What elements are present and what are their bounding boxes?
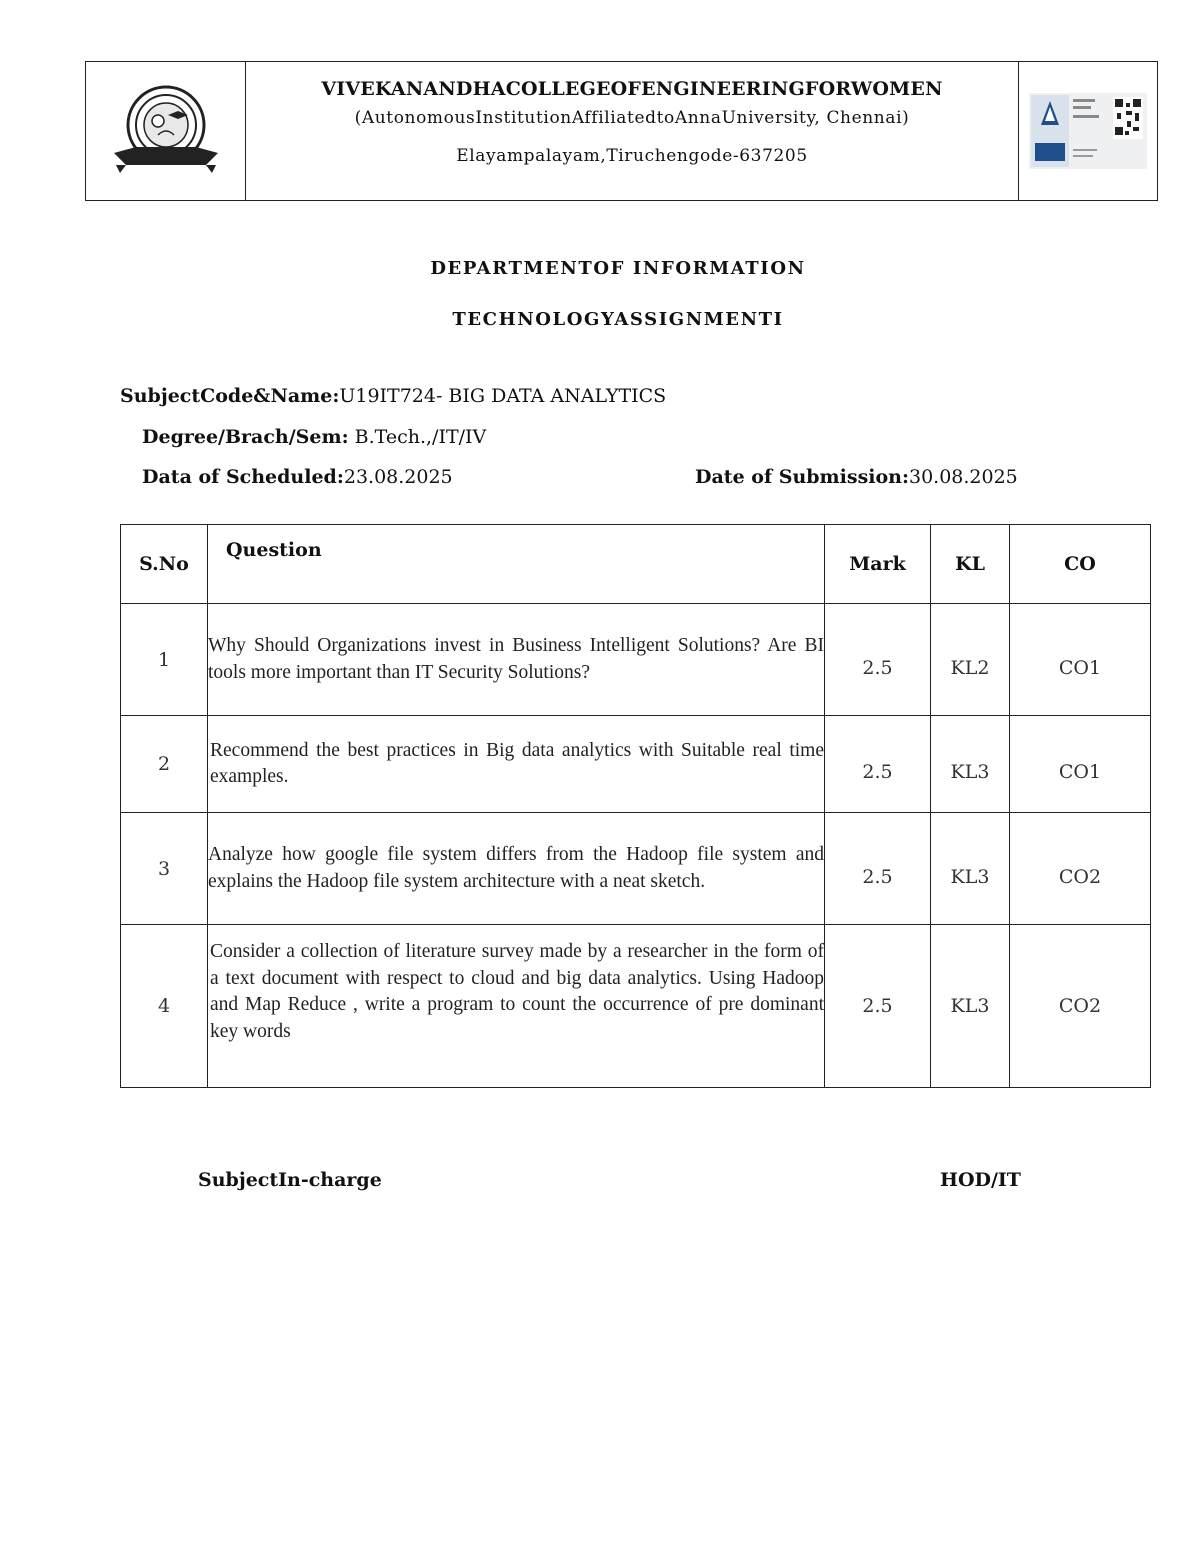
hod-signature: HOD/IT	[940, 1169, 1021, 1191]
header-question: Question	[208, 525, 825, 604]
row-co: CO2	[1010, 813, 1151, 925]
subject-incharge-signature: SubjectIn-charge	[198, 1169, 382, 1191]
department-heading: DEPARTMENTOF INFORMATION	[430, 258, 806, 279]
college-address: Elayampalayam,Tiruchengode-637205	[456, 146, 808, 166]
row-kl: KL3	[931, 716, 1010, 813]
iso-certification-badge-icon	[1029, 93, 1147, 169]
row-co: CO2	[1010, 925, 1151, 1088]
institution-header	[85, 61, 1158, 201]
row-question: Why Should Organizations invest in Business Intelligent Solutions? Are BI tools more important than IT Security Solutions?	[208, 604, 825, 716]
submission-label: Date of Submission:	[695, 466, 909, 488]
row-mark: 2.5	[825, 716, 931, 813]
logo-cell	[86, 62, 246, 200]
table-row	[121, 813, 1151, 925]
header-kl: KL	[931, 525, 1010, 604]
row-kl: KL2	[931, 604, 1010, 716]
degree-label: Degree/Brach/Sem:	[142, 426, 349, 448]
college-emblem-icon	[106, 81, 226, 181]
submission-value: 30.08.2025	[908, 466, 1018, 488]
row-sno: 3	[121, 813, 208, 925]
subject-value: U19IT724- BIG DATA ANALYTICS	[339, 385, 667, 407]
college-affiliation: (AutonomousInstitutionAffiliatedtoAnnaUniversity, Chennai)	[354, 108, 910, 128]
row-kl: KL3	[931, 813, 1010, 925]
row-question: Recommend the best practices in Big data analytics with Suitable real time examples.	[208, 716, 825, 813]
scheduled-line	[142, 466, 453, 488]
row-sno: 1	[121, 604, 208, 716]
row-question: Consider a collection of literature survey made by a researcher in the form of a text document with respect to cloud and big data analytics. Using Hadoop and Map Reduce , write a program to count the occurrence of pre dominant key words	[208, 925, 825, 1088]
title-cell	[246, 62, 1019, 200]
scheduled-label: Data of Scheduled:	[142, 466, 344, 488]
degree-value: B.Tech.,/IT/IV	[348, 426, 487, 448]
scheduled-value: 23.08.2025	[343, 466, 453, 488]
header-mark: Mark	[825, 525, 931, 604]
subject-label: SubjectCode&Name:	[120, 385, 340, 407]
subject-line	[120, 385, 666, 407]
row-mark: 2.5	[825, 604, 931, 716]
row-kl: KL3	[931, 925, 1010, 1088]
submission-line	[695, 466, 1018, 488]
table-row	[121, 604, 1151, 716]
row-co: CO1	[1010, 716, 1151, 813]
degree-line	[142, 426, 486, 448]
table-row	[121, 925, 1151, 1088]
row-sno: 2	[121, 716, 208, 813]
row-co: CO1	[1010, 604, 1151, 716]
certification-cell	[1019, 62, 1157, 200]
table-header-row	[121, 525, 1151, 604]
table-row	[121, 716, 1151, 813]
header-co: CO	[1010, 525, 1151, 604]
college-name: VIVEKANANDHACOLLEGEOFENGINEERINGFORWOMEN	[321, 78, 943, 100]
row-mark: 2.5	[825, 925, 931, 1088]
row-sno: 4	[121, 925, 208, 1088]
assignment-heading: TECHNOLOGYASSIGNMENTI	[452, 309, 784, 330]
row-question: Analyze how google file system differs from the Hadoop file system and explains the Hadoop file system architecture with a neat sketch.	[208, 813, 825, 925]
questions-table	[120, 524, 1151, 1088]
header-sno: S.No	[121, 525, 208, 604]
row-mark: 2.5	[825, 813, 931, 925]
